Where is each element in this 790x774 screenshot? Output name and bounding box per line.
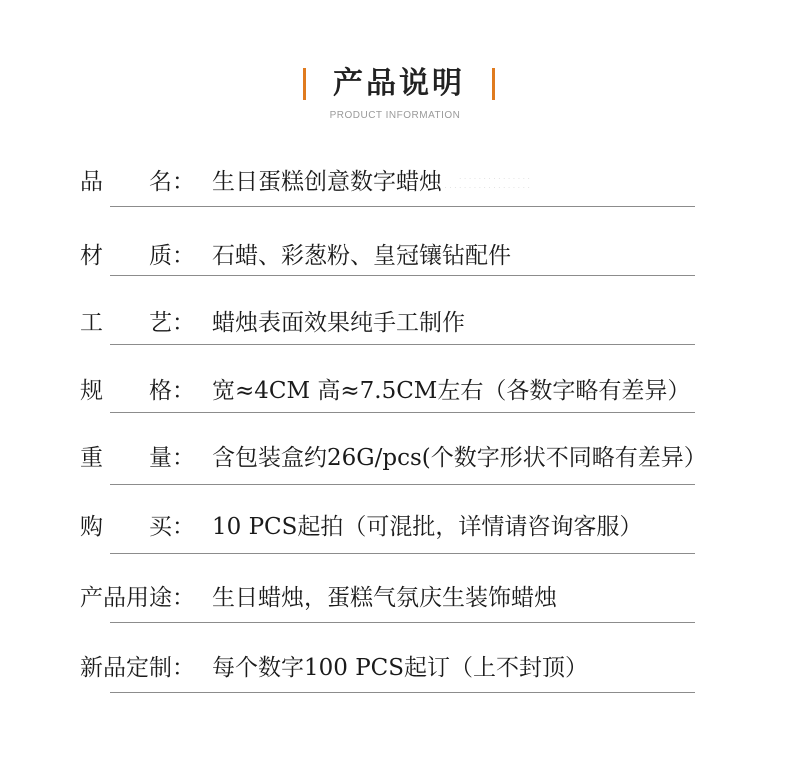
spec-label: 产品用途： (80, 585, 195, 611)
page-title: 产品说明 (333, 66, 465, 101)
spec-value: 生日蛋糕创意数字蜡烛 (212, 169, 442, 195)
spec-value: 含包装盒约26G/pcs(个数字形状不同略有差异） (212, 445, 707, 471)
divider (110, 692, 695, 693)
spec-row-usage (80, 578, 557, 618)
spec-value: 10 PCS起拍（可混批，详情请咨询客服） (212, 514, 643, 540)
faint-watermark-text: · · · · · · · · · · · · · · · · · · · · · · · · · · · · · · · · · (444, 174, 530, 192)
spec-label: 购 买： (80, 514, 195, 540)
spec-row-custom (80, 648, 588, 688)
divider (110, 206, 695, 207)
spec-label: 新品定制： (80, 655, 195, 681)
spec-value: 生日蜡烛，蛋糕气氛庆生装饰蜡烛 (212, 585, 557, 611)
spec-row-craft (80, 303, 465, 343)
spec-value: 蜡烛表面效果纯手工制作 (212, 310, 465, 336)
spec-value: 每个数字100 PCS起订（上不封顶） (212, 655, 589, 681)
spec-row-size (80, 371, 690, 411)
divider (110, 275, 695, 276)
spec-row-name (80, 162, 442, 202)
divider (110, 622, 695, 623)
divider (110, 484, 695, 485)
spec-label: 重 量： (80, 445, 195, 471)
divider (110, 344, 695, 345)
spec-value: 石蜡、彩葱粉、皇冠镶钻配件 (212, 243, 511, 269)
spec-label: 工 艺： (80, 310, 195, 336)
spec-label: 品 名： (80, 169, 195, 195)
spec-row-weight (80, 438, 707, 478)
spec-label: 材 质： (80, 243, 195, 269)
divider (110, 553, 695, 554)
spec-value: 宽≈4CM 高≈7.5CM左右（各数字略有差异） (212, 378, 691, 404)
divider (110, 412, 695, 413)
page-subtitle: PRODUCT INFORMATION (329, 110, 461, 121)
spec-row-purchase (80, 507, 642, 547)
spec-row-material (80, 236, 511, 276)
spec-label: 规 格： (80, 378, 195, 404)
